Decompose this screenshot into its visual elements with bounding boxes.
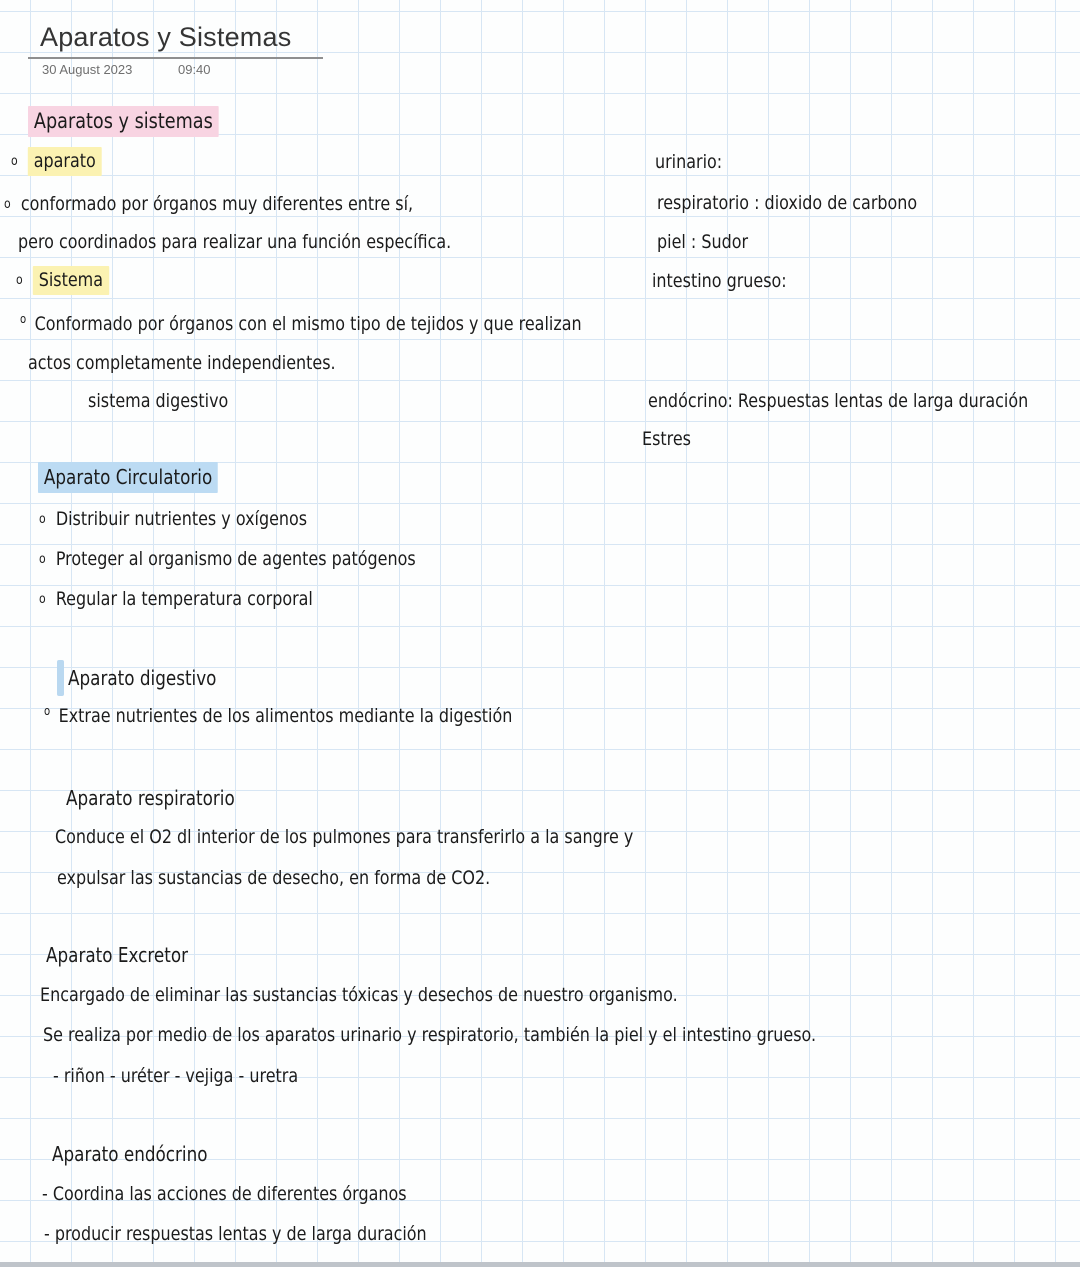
circle-bullet: o bbox=[39, 512, 46, 527]
yellow-highlight: Sistema bbox=[33, 266, 109, 295]
note-respiratorio-1: Conduce el O2 dl interior de los pulmones para transferirlo a la sangre y bbox=[55, 826, 634, 848]
note-sistema-def-1 bbox=[20, 313, 582, 335]
circle-bullet: o bbox=[16, 273, 23, 288]
pink-highlight: Aparatos y sistemas bbox=[28, 106, 219, 137]
circle-bullet: o bbox=[39, 552, 46, 567]
note-heading-endocrino: Aparato endócrino bbox=[52, 1142, 208, 1166]
circle-bullet: o bbox=[20, 312, 27, 326]
note-right-urinario: urinario: bbox=[655, 151, 723, 173]
note-sistema-label bbox=[16, 270, 109, 291]
note-aparato-def-2: pero coordinados para realizar una función específica. bbox=[18, 231, 452, 253]
note-heading-digestivo: Aparato digestivo bbox=[68, 666, 217, 690]
yellow-highlight: aparato bbox=[28, 147, 102, 176]
note-right-estres: Estres bbox=[642, 428, 692, 450]
note-excretor-3: - riñon - uréter - vejiga - uretra bbox=[53, 1065, 299, 1087]
note-right-endocrino: endócrino: Respuestas lentas de larga duración bbox=[648, 390, 1029, 412]
note-endocrino-1: - Coordina las acciones de diferentes órganos bbox=[42, 1183, 407, 1205]
note-circulatorio-1 bbox=[39, 509, 307, 530]
note-excretor-2: Se realiza por medio de los aparatos urinario y respiratorio, también la piel y el intestino grueso. bbox=[43, 1024, 817, 1046]
blue-highlight: Aparato Circulatorio bbox=[38, 462, 218, 493]
blue-tick-mark bbox=[57, 660, 64, 696]
note-text: Conformado por órganos con el mismo tipo de tejidos y que realizan bbox=[34, 313, 582, 335]
note-text: conformado por órganos muy diferentes entre sí, bbox=[20, 193, 414, 215]
note-aparato-def-1 bbox=[4, 194, 413, 215]
circle-bullet: o bbox=[44, 704, 51, 718]
page-date: 30 August 2023 bbox=[42, 62, 133, 77]
note-heading-circulatorio bbox=[38, 466, 218, 488]
note-circulatorio-2 bbox=[39, 549, 416, 570]
circle-bullet: o bbox=[4, 197, 11, 212]
note-right-piel: piel : Sudor bbox=[657, 231, 749, 253]
circle-bullet: o bbox=[39, 592, 46, 607]
note-circulatorio-3 bbox=[39, 589, 313, 610]
note-text: Proteger al organismo de agentes patógenos bbox=[55, 548, 416, 570]
note-sistema-example: sistema digestivo bbox=[88, 390, 229, 412]
note-digestivo-1 bbox=[44, 705, 512, 727]
page-meta bbox=[42, 62, 211, 77]
circle-bullet: o bbox=[11, 154, 18, 169]
note-text: Distribuir nutrientes y oxígenos bbox=[55, 508, 308, 530]
note-right-respiratorio: respiratorio : dioxido de carbono bbox=[657, 192, 918, 214]
note-heading-excretor: Aparato Excretor bbox=[46, 943, 189, 967]
note-aparato-label bbox=[11, 151, 102, 172]
note-sistema-def-2: actos completamente independientes. bbox=[28, 352, 336, 374]
note-respiratorio-2: expulsar las sustancias de desecho, en forma de CO2. bbox=[57, 867, 491, 889]
page-bottom-edge bbox=[0, 1262, 1080, 1267]
page-title: Aparatos y Sistemas bbox=[40, 22, 292, 52]
note-text: Extrae nutrientes de los alimentos mediante la digestión bbox=[58, 705, 513, 727]
note-heading-main bbox=[28, 110, 219, 133]
page-time: 09:40 bbox=[177, 62, 211, 77]
note-text: Regular la temperatura corporal bbox=[55, 588, 313, 610]
note-excretor-1: Encargado de eliminar las sustancias tóxicas y desechos de nuestro organismo. bbox=[40, 984, 678, 1006]
note-heading-respiratorio: Aparato respiratorio bbox=[66, 786, 235, 810]
title-underline bbox=[28, 57, 323, 59]
note-right-intestino: intestino grueso: bbox=[652, 270, 787, 292]
note-endocrino-2: - producir respuestas lentas y de larga duración bbox=[44, 1223, 427, 1245]
